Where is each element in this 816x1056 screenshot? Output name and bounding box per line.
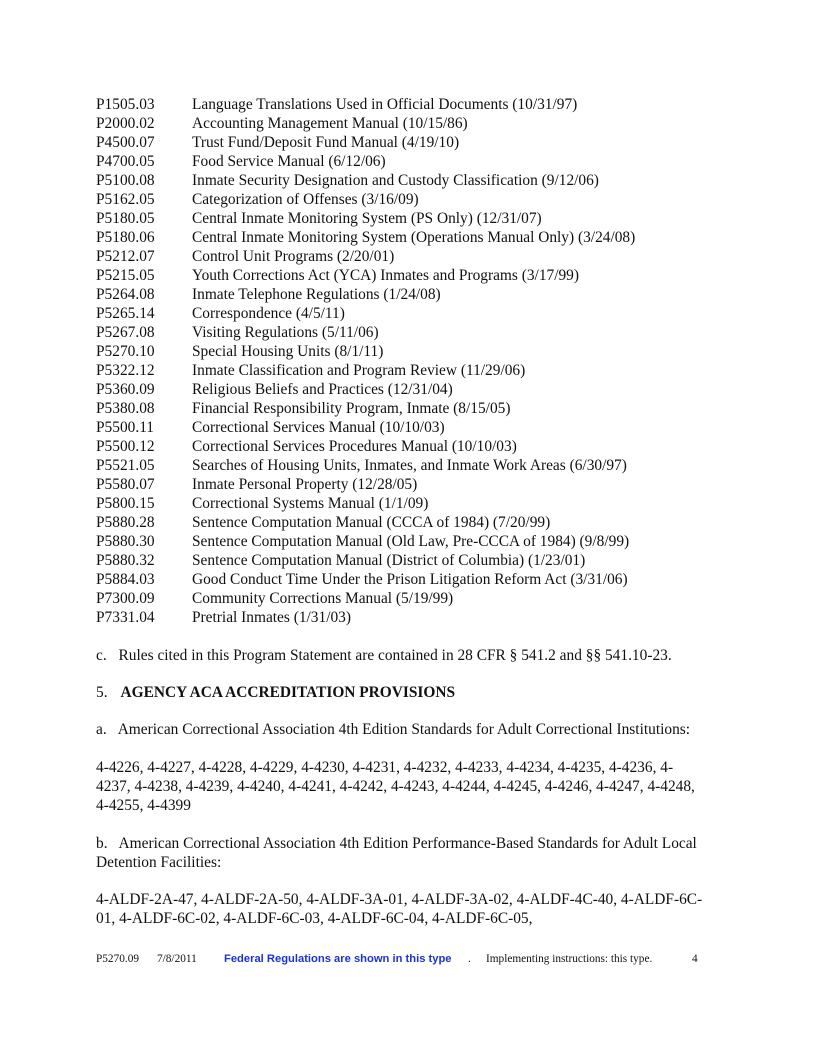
program-statement-code: P5180.05 xyxy=(96,210,155,227)
program-statement-code: P5100.08 xyxy=(96,172,155,189)
program-statement-code: P5270.10 xyxy=(96,343,155,360)
program-statement-title: Inmate Personal Property (12/28/05) xyxy=(192,476,418,493)
program-statement-title: Inmate Classification and Program Review (11/29/06) xyxy=(192,362,526,379)
program-statement-row xyxy=(96,342,736,361)
paragraph-b-text: American Correctional Association 4th Edition Performance-Based Standards for Adult Local Detention Facilities: xyxy=(96,835,697,871)
program-statement-row xyxy=(96,228,736,247)
program-statement-code: P1505.03 xyxy=(96,96,155,113)
program-statement-row xyxy=(96,551,736,570)
program-statement-title: Religious Beliefs and Practices (12/31/04) xyxy=(192,381,453,398)
program-statement-title: Accounting Management Manual (10/15/86) xyxy=(192,115,468,132)
program-statement-row xyxy=(96,589,736,608)
section-5-number: 5. xyxy=(96,684,108,701)
program-statement-code: P4700.05 xyxy=(96,153,155,170)
paragraph-c-text: Rules cited in this Program Statement are contained in 28 CFR § 541.2 and §§ 541.10-23. xyxy=(118,647,672,664)
paragraph-c-label: c. xyxy=(96,647,107,664)
program-statement-row xyxy=(96,133,736,152)
program-statement-code: P7331.04 xyxy=(96,609,155,626)
program-statement-code: P5322.12 xyxy=(96,362,155,379)
program-statement-row xyxy=(96,532,736,551)
program-statement-code: P5880.28 xyxy=(96,514,155,531)
paragraph-b-label: b. xyxy=(96,835,108,852)
program-statement-row xyxy=(96,437,736,456)
program-statement-row xyxy=(96,190,736,209)
program-statement-title: Correctional Services Procedures Manual (10/10/03) xyxy=(192,438,517,455)
footer-code: P5270.09 xyxy=(96,953,139,965)
program-statement-code: P5360.09 xyxy=(96,381,155,398)
program-statement-title: Correctional Systems Manual (1/1/09) xyxy=(192,495,429,512)
program-statement-row xyxy=(96,285,736,304)
program-statement-code: P5265.14 xyxy=(96,305,155,322)
program-statement-title: Language Translations Used in Official Documents (10/31/97) xyxy=(192,96,578,113)
program-statement-title: Food Service Manual (6/12/06) xyxy=(192,153,386,170)
program-statement-title: Correctional Services Manual (10/10/03) xyxy=(192,419,445,436)
program-statement-title: Sentence Computation Manual (District of Columbia) (1/23/01) xyxy=(192,552,586,569)
program-statement-code: P5267.08 xyxy=(96,324,155,341)
program-statement-title: Inmate Security Designation and Custody Classification (9/12/06) xyxy=(192,172,599,189)
program-statement-list xyxy=(96,95,736,627)
program-statement-code: P5884.03 xyxy=(96,571,155,588)
program-statement-title: Sentence Computation Manual (CCCA of 1984) (7/20/99) xyxy=(192,514,551,531)
program-statement-code: P5212.07 xyxy=(96,248,155,265)
paragraph-a-label: a. xyxy=(96,721,107,738)
aca-standards-adult-institutions: 4-4226, 4-4227, 4-4228, 4-4229, 4-4230, 4-4231, 4-4232, 4-4233, 4-4234, 4-4235, 4-4236, 4-4237, 4-4238, 4-4239, 4-4240, 4-4241, 4-4242, 4-4243, 4-4244, 4-4245, 4-4246, 4-4247, 4-4248, 4-4255, 4-4399 xyxy=(96,759,695,814)
footer-federal-note: Federal Regulations are shown in this type xyxy=(224,953,452,965)
program-statement-code: P5380.08 xyxy=(96,400,155,417)
footer-page-number: 4 xyxy=(692,953,698,965)
paragraph-b xyxy=(96,834,706,872)
program-statement-row xyxy=(96,209,736,228)
paragraph-a-text: American Correctional Association 4th Edition Standards for Adult Correctional Institutions: xyxy=(117,721,691,738)
program-statement-title: Central Inmate Monitoring System (PS Only) (12/31/07) xyxy=(192,210,542,227)
program-statement-code: P5500.12 xyxy=(96,438,155,455)
program-statement-row xyxy=(96,608,736,627)
program-statement-title: Sentence Computation Manual (Old Law, Pre-CCCA of 1984) (9/8/99) xyxy=(192,533,630,550)
program-statement-title: Pretrial Inmates (1/31/03) xyxy=(192,609,351,626)
paragraph-c xyxy=(96,646,736,665)
program-statement-row xyxy=(96,418,736,437)
footer-date: 7/8/2011 xyxy=(157,953,197,965)
program-statement-title: Trust Fund/Deposit Fund Manual (4/19/10) xyxy=(192,134,460,151)
program-statement-title: Good Conduct Time Under the Prison Litigation Reform Act (3/31/06) xyxy=(192,571,628,588)
program-statement-row xyxy=(96,399,736,418)
program-statement-title: Central Inmate Monitoring System (Operations Manual Only) (3/24/08) xyxy=(192,229,636,246)
program-statement-row xyxy=(96,304,736,323)
program-statement-title: Inmate Telephone Regulations (1/24/08) xyxy=(192,286,441,303)
program-statement-row xyxy=(96,361,736,380)
section-5-heading xyxy=(96,683,736,702)
program-statement-code: P5521.05 xyxy=(96,457,155,474)
program-statement-row xyxy=(96,570,736,589)
program-statement-title: Categorization of Offenses (3/16/09) xyxy=(192,191,419,208)
program-statement-code: P5880.32 xyxy=(96,552,155,569)
program-statement-title: Visiting Regulations (5/11/06) xyxy=(192,324,379,341)
program-statement-code: P5215.05 xyxy=(96,267,155,284)
program-statement-code: P5580.07 xyxy=(96,476,155,493)
footer-implementing-note: Implementing instructions: this type. xyxy=(486,953,653,965)
program-statement-row xyxy=(96,247,736,266)
program-statement-code: P5264.08 xyxy=(96,286,155,303)
program-statement-row xyxy=(96,323,736,342)
program-statement-row xyxy=(96,475,736,494)
section-5-title: AGENCY ACA ACCREDITATION PROVISIONS xyxy=(120,684,456,701)
program-statement-code: P4500.07 xyxy=(96,134,155,151)
program-statement-row xyxy=(96,380,736,399)
program-statement-title: Correspondence (4/5/11) xyxy=(192,305,345,322)
program-statement-row xyxy=(96,95,736,114)
program-statement-title: Control Unit Programs (2/20/01) xyxy=(192,248,395,265)
program-statement-code: P5162.05 xyxy=(96,191,155,208)
program-statement-code: P2000.02 xyxy=(96,115,155,132)
program-statement-row xyxy=(96,494,736,513)
program-statement-code: P7300.09 xyxy=(96,590,155,607)
program-statement-code: P5500.11 xyxy=(96,419,155,436)
program-statement-code: P5880.30 xyxy=(96,533,155,550)
program-statement-title: Special Housing Units (8/1/11) xyxy=(192,343,384,360)
program-statement-title: Youth Corrections Act (YCA) Inmates and Programs (3/17/99) xyxy=(192,267,580,284)
program-statement-code: P5180.06 xyxy=(96,229,155,246)
program-statement-row xyxy=(96,171,736,190)
program-statement-row xyxy=(96,114,736,133)
program-statement-row xyxy=(96,456,736,475)
program-statement-row xyxy=(96,152,736,171)
aca-standards-detention: 4-ALDF-2A-47, 4-ALDF-2A-50, 4-ALDF-3A-01, 4-ALDF-3A-02, 4-ALDF-4C-40, 4-ALDF-6C-01, 4-ALDF-6C-02, 4-ALDF-6C-03, 4-ALDF-6C-04, 4-ALDF-6C-05, xyxy=(96,891,703,927)
program-statement-title: Community Corrections Manual (5/19/99) xyxy=(192,590,454,607)
program-statement-title: Financial Responsibility Program, Inmate (8/15/05) xyxy=(192,400,511,417)
program-statement-row xyxy=(96,513,736,532)
program-statement-row xyxy=(96,266,736,285)
program-statement-title: Searches of Housing Units, Inmates, and Inmate Work Areas (6/30/97) xyxy=(192,457,627,474)
footer-period: . xyxy=(468,953,471,965)
paragraph-a xyxy=(96,720,736,739)
program-statement-code: P5800.15 xyxy=(96,495,155,512)
